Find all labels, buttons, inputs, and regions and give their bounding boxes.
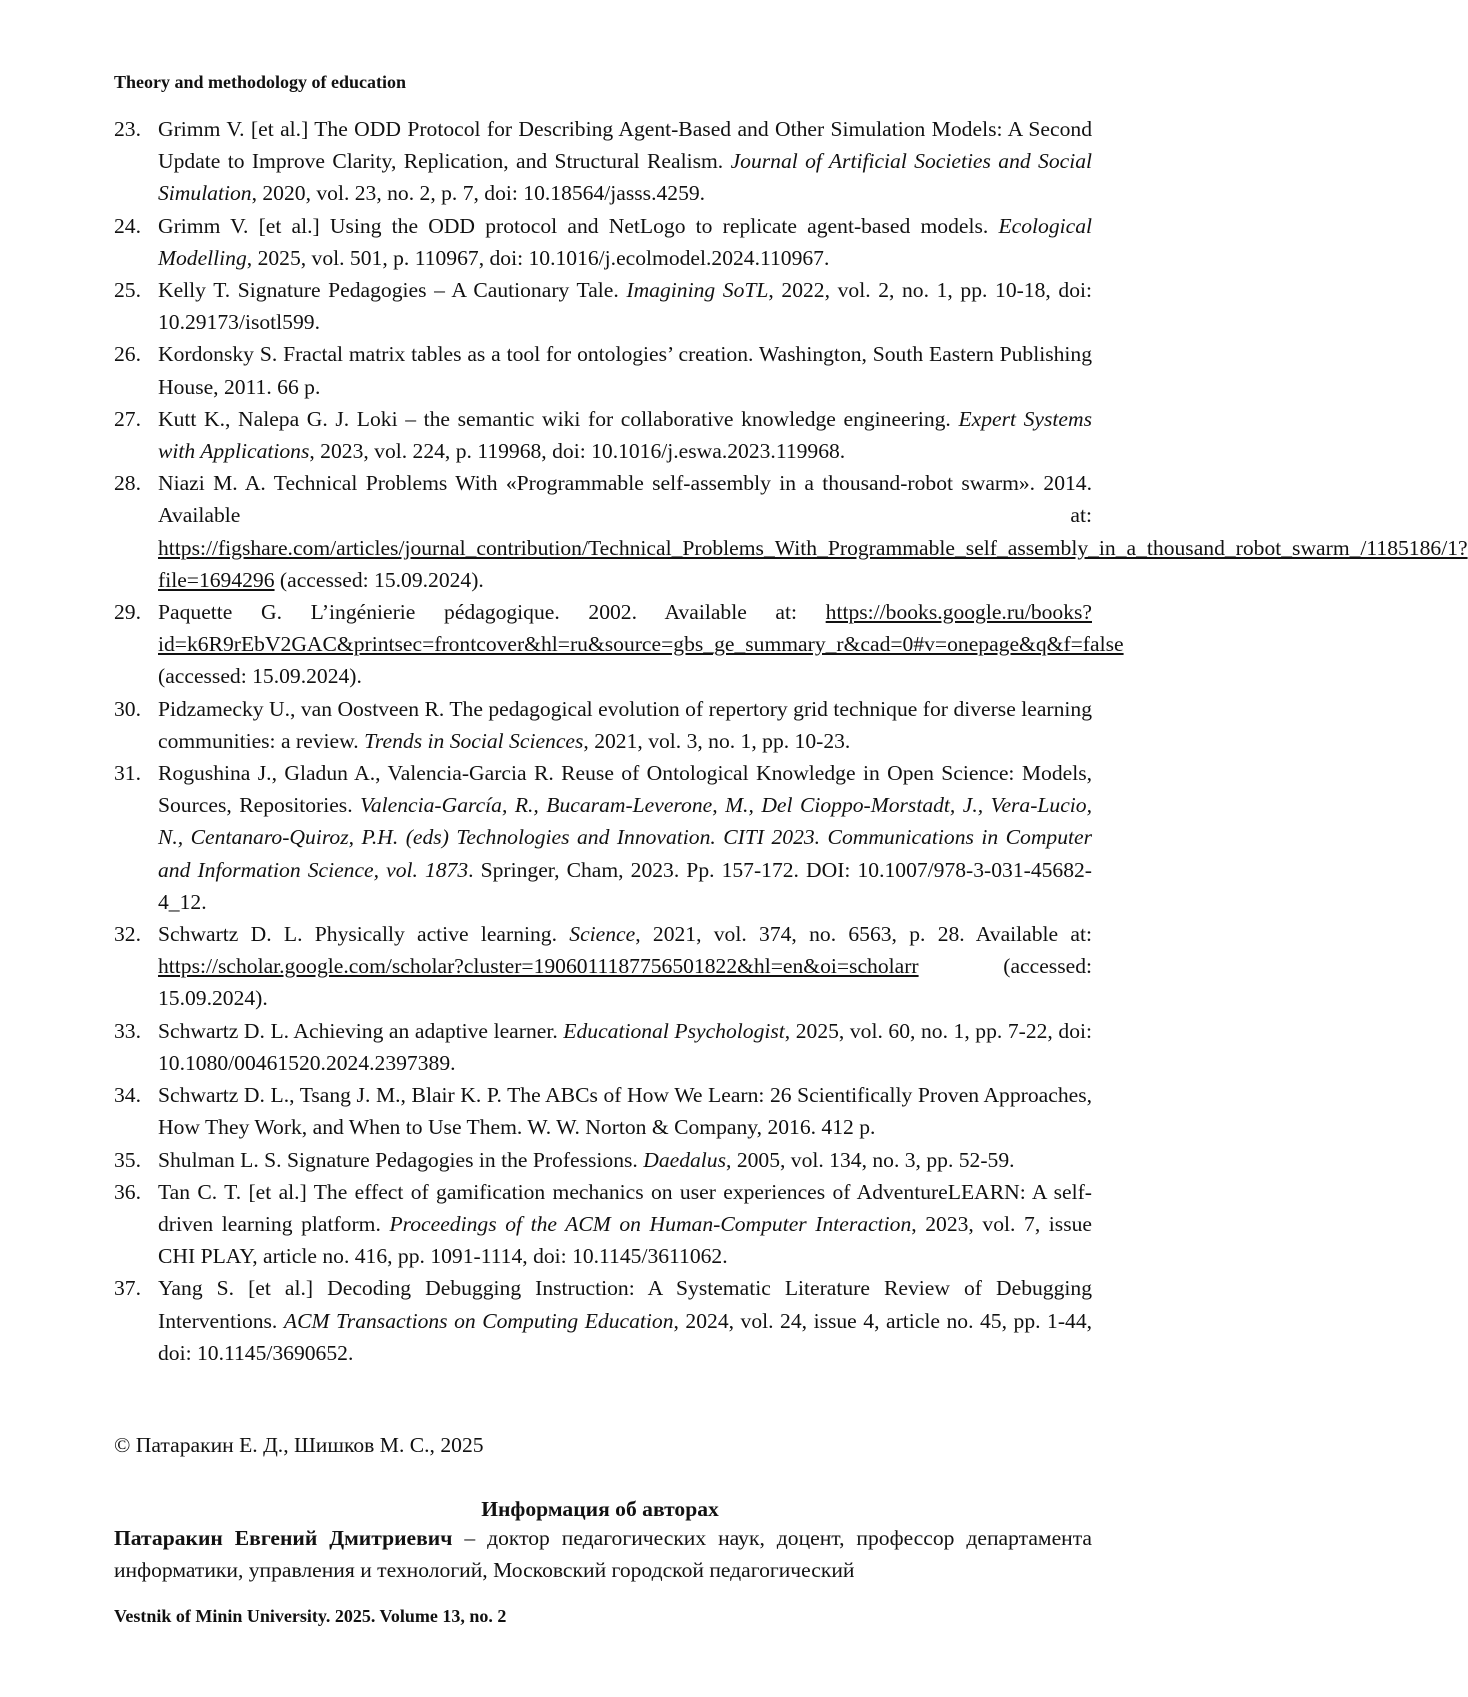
reference-number: 31.	[114, 757, 141, 789]
reference-number: 27.	[114, 403, 141, 435]
reference-details: , 2023, vol. 7, issue CHI PLAY, article no. 416, pp. 1091-1114, doi: 10.1145/3611062.	[158, 1212, 1092, 1268]
reference-details: , 2020, vol. 23, no. 2, p. 7, doi: 10.18564/jasss.4259.	[252, 181, 705, 205]
reference-number: 25.	[114, 274, 141, 306]
reference-details: , 2025, vol. 501, p. 110967, doi: 10.1016/j.ecolmodel.2024.110967.	[247, 246, 830, 270]
reference-item	[114, 1015, 1092, 1079]
reference-text: Pidzamecky U., van Oostveen R. The pedagogical evolution of repertory grid technique for diverse learning communities: a review.	[158, 697, 1092, 753]
reference-number: 34.	[114, 1079, 141, 1111]
reference-journal: Educational Psychologist	[563, 1019, 784, 1043]
running-footer: Vestnik of Minin University. 2025. Volume 13, no. 2	[114, 1606, 506, 1627]
reference-item	[114, 1079, 1092, 1143]
reference-item	[114, 274, 1092, 338]
copyright-line: © Патаракин Е. Д., Шишков М. С., 2025	[114, 1429, 484, 1461]
reference-details: , 2021, vol. 3, no. 1, pp. 10-23.	[583, 729, 850, 753]
reference-journal: Daedalus	[643, 1148, 726, 1172]
reference-journal: Valencia-García, R., Bucaram-Leverone, M., Del Cioppo-Morstadt, J., Vera-Lucio, N., Centanaro-Quiroz, P.H. (eds) Technologies and Innovation. CITI 2023. Communications in Computer and Information Science, vol. 1873	[158, 793, 1092, 881]
reference-item	[114, 1272, 1092, 1369]
reference-item	[114, 693, 1092, 757]
reference-text: Schwartz D. L. Physically active learning.	[158, 922, 569, 946]
reference-item	[114, 1144, 1092, 1176]
reference-number: 36.	[114, 1176, 141, 1208]
reference-text: Grimm V. [et al.] Using the ODD protocol and NetLogo to replicate agent-based models.	[158, 214, 998, 238]
reference-journal: Science	[569, 922, 635, 946]
reference-link[interactable]: https://figshare.com/articles/journal_contribution/Technical_Problems_With_Programmable_self_assembly_in_a_thousand_robot_swarm_/1185186/1?file=1694296	[158, 536, 1468, 592]
reference-number: 28.	[114, 467, 141, 499]
reference-journal: ACM Transactions on Computing Education	[284, 1309, 674, 1333]
reference-number: 33.	[114, 1015, 141, 1047]
reference-number: 29.	[114, 596, 141, 628]
reference-item	[114, 338, 1092, 402]
reference-text: Paquette G. L’ingénierie pédagogique. 2002. Available at:	[158, 600, 826, 624]
reference-text: Rogushina J., Gladun A., Valencia-Garcia R. Reuse of Ontological Knowledge in Open Science: Models, Sources, Repositories.	[158, 761, 1092, 817]
reference-text: Schwartz D. L., Tsang J. M., Blair K. P. The ABCs of How We Learn: 26 Scientifically Proven Approaches, How They Work, and When to Use Them. W. W. Norton & Company, 2016. 412 p.	[158, 1083, 1092, 1139]
author-info-paragraph	[114, 1522, 1092, 1586]
reference-accessed: (accessed: 15.09.2024).	[158, 954, 1092, 1010]
reference-text: Schwartz D. L. Achieving an adaptive learner.	[158, 1019, 563, 1043]
reference-text: Shulman L. S. Signature Pedagogies in the Professions.	[158, 1148, 643, 1172]
reference-item	[114, 757, 1092, 918]
reference-link[interactable]: https://scholar.google.com/scholar?cluster=1906011187756501822&hl=en&oi=scholarr	[158, 954, 919, 978]
reference-text: Niazi M. A. Technical Problems With «Programmable self-assembly in a thousand-robot swarm». 2014. Available at:	[158, 471, 1092, 527]
reference-details: , 2023, vol. 224, p. 119968, doi: 10.1016/j.eswa.2023.119968.	[309, 439, 845, 463]
reference-number: 30.	[114, 693, 141, 725]
reference-text: Kordonsky S. Fractal matrix tables as a tool for ontologies’ creation. Washington, South Eastern Publishing House, 2011. 66 p.	[158, 342, 1092, 398]
reference-journal: Expert Systems with Applications	[158, 407, 1092, 463]
reference-list	[114, 113, 1092, 1369]
running-header: Theory and methodology of education	[114, 72, 406, 93]
reference-details: , 2025, vol. 60, no. 1, pp. 7-22, doi: 10.1080/00461520.2024.2397389.	[158, 1019, 1092, 1075]
reference-item	[114, 1176, 1092, 1273]
reference-journal: Journal of Artificial Societies and Social Simulation	[158, 149, 1092, 205]
reference-journal: Trends in Social Sciences	[364, 729, 583, 753]
reference-text: Tan C. T. [et al.] The effect of gamification mechanics on user experiences of AdventureLEARN: A self-driven learning platform.	[158, 1180, 1092, 1236]
reference-details: . Springer, Cham, 2023. Pp. 157-172. DOI: 10.1007/978-3-031-45682-4_12.	[158, 858, 1092, 914]
authors-heading: Информация об авторах	[0, 1494, 1200, 1524]
reference-item	[114, 467, 1092, 596]
reference-item	[114, 210, 1092, 274]
reference-text: Kelly T. Signature Pedagogies – A Cautionary Tale.	[158, 278, 626, 302]
reference-number: 26.	[114, 338, 141, 370]
author-description: – доктор педагогических наук, доцент, профессор департамента информатики, управления и технологий, Московский городской педагогический	[114, 1526, 1092, 1582]
reference-item	[114, 918, 1092, 1015]
reference-number: 23.	[114, 113, 141, 145]
reference-number: 24.	[114, 210, 141, 242]
reference-text: Kutt K., Nalepa G. J. Loki – the semantic wiki for collaborative knowledge engineering.	[158, 407, 958, 431]
reference-journal: Proceedings of the ACM on Human-Computer Interaction	[389, 1212, 911, 1236]
reference-details: , 2024, vol. 24, issue 4, article no. 45, pp. 1-44, doi: 10.1145/3690652.	[158, 1309, 1092, 1365]
reference-details: , 2005, vol. 134, no. 3, pp. 52-59.	[726, 1148, 1015, 1172]
reference-text: Yang S. [et al.] Decoding Debugging Instruction: A Systematic Literature Review of Debugging Interventions.	[158, 1276, 1092, 1332]
reference-accessed: (accessed: 15.09.2024).	[275, 568, 484, 592]
reference-item	[114, 403, 1092, 467]
reference-text: Grimm V. [et al.] The ODD Protocol for Describing Agent-Based and Other Simulation Models: A Second Update to Improve Clarity, Replication, and Structural Realism.	[158, 117, 1092, 173]
reference-accessed: (accessed: 15.09.2024).	[158, 664, 362, 688]
reference-journal: Imagining SoTL	[626, 278, 768, 302]
reference-details: , 2021, vol. 374, no. 6563, p. 28. Available at:	[635, 922, 1092, 946]
reference-item	[114, 113, 1092, 210]
reference-journal: Ecological Modelling	[158, 214, 1092, 270]
reference-number: 32.	[114, 918, 141, 950]
reference-details: , 2022, vol. 2, no. 1, pp. 10-18, doi: 10.29173/isotl599.	[158, 278, 1092, 334]
reference-link[interactable]: https://books.google.ru/books?id=k6R9rEbV2GAC&printsec=frontcover&hl=ru&source=gbs_ge_summary_r&cad=0#v=onepage&q&f=false	[158, 600, 1124, 656]
reference-number: 37.	[114, 1272, 141, 1304]
reference-item	[114, 596, 1092, 693]
author-name: Патаракин Евгений Дмитриевич	[114, 1526, 452, 1550]
reference-number: 35.	[114, 1144, 141, 1176]
